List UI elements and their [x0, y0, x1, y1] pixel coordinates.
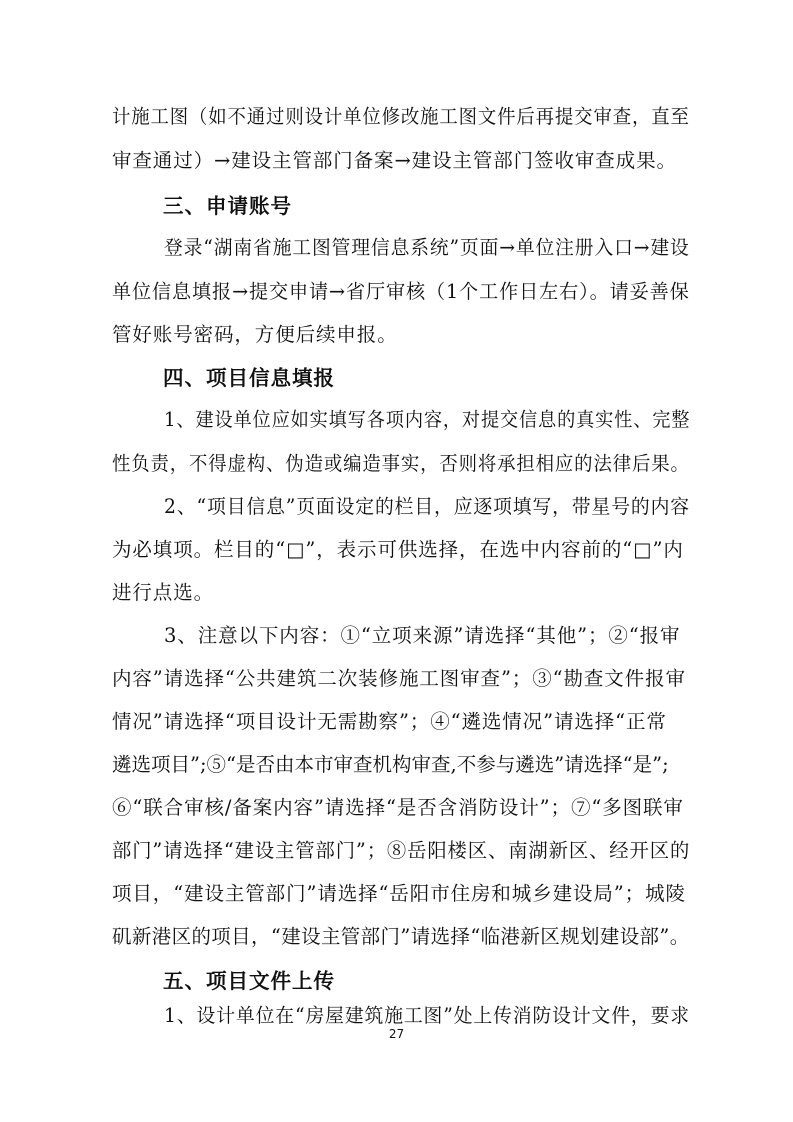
paragraph-line: 2、“项目信息”页面设定的栏目，应逐项填写，带星号的内容 — [164, 495, 690, 518]
paragraph-line: 内容”请选择“公共建筑二次装修施工图审查”；③“勘查文件报审 — [112, 667, 686, 690]
paragraph-line: 审查通过）→建设主管部门备案→建设主管部门签收审查成果。 — [112, 149, 677, 172]
paragraph-line: ⑥“联合审核/备案内容”请选择“是否含消防设计”；⑦“多图联审 — [112, 796, 684, 819]
paragraph-line: 矶新港区的项目，“建设主管部门”请选择“临港新区规划建设部”。 — [112, 925, 690, 948]
section-heading-apply-account: 三、申请账号 — [163, 194, 292, 218]
paragraph-line: 性负责，不得虚构、伪造或编造事实，否则将承担相应的法律后果。 — [112, 452, 690, 475]
paragraph-line: 1、建设单位应如实填写各项内容，对提交信息的真实性、完整 — [164, 408, 691, 431]
paragraph-line: 情况”请选择“项目设计无需勘察”；④“遴选情况”请选择“正常 — [112, 710, 667, 733]
paragraph-line: 单位信息填报→提交申请→省厅审核（1个工作日左右）。请妥善保 — [112, 280, 690, 303]
paragraph-line: 项目，“建设主管部门”请选择“岳阳市住房和城乡建设局”；城陵 — [112, 882, 686, 905]
section-heading-project-info: 四、项目信息填报 — [163, 366, 335, 390]
paragraph-line: 3、注意以下内容：①“立项来源”请选择“其他”；②“报审 — [164, 624, 681, 647]
paragraph-line: 部门”请选择“建设主管部门”；⑧岳阳楼区、南湖新区、经开区的 — [112, 839, 691, 862]
paragraph-line: 进行点选。 — [112, 581, 215, 604]
paragraph-line: 为必填项。栏目的“□”，表示可供选择，在选中内容前的“□”内 — [112, 538, 684, 561]
page-number: 27 — [388, 1027, 405, 1041]
paragraph-line: 管好账号密码，方便后续申报。 — [112, 323, 398, 346]
paragraph-line: 遴选项目”;⑤“是否由本市审查机构审查,不参与遴选”请选择“是”; — [112, 753, 669, 776]
paragraph-line: 计施工图（如不通过则设计单位修改施工图文件后再提交审查，直至 — [112, 105, 690, 128]
section-heading-file-upload: 五、项目文件上传 — [163, 969, 335, 993]
paragraph-line: 1、设计单位在“房屋建筑施工图”处上传消防设计文件，要求 — [164, 1004, 690, 1027]
paragraph-line: 登录“湖南省施工图管理信息系统”页面→单位注册入口→建设 — [164, 236, 690, 259]
